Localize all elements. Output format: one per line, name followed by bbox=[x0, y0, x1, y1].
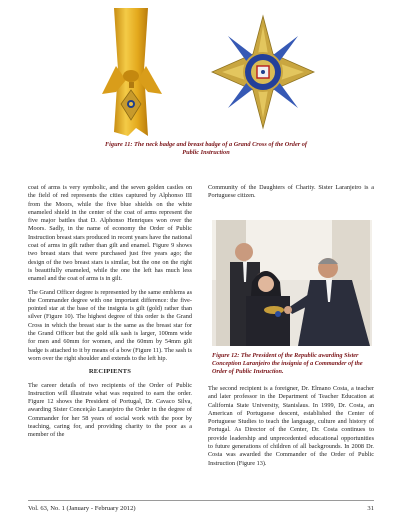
recipients-heading: RECIPIENTS bbox=[88, 368, 132, 376]
page-number: 31 bbox=[367, 505, 374, 512]
issue-info: Vol. 63, No. 1 (January - February 2012) bbox=[28, 505, 136, 512]
left-paragraph-3: The career details of two recipients of the Order of Public Instruction will illustrate what was required to earn the order. Figure 12 shows the President of Portugal, Dr. Cavaco Silva, awarding Sister Conceição Laranjeiro the Order in the degree of Commander for her 58 years of social work with the poor by teaching, caring for, and providing charity to the poor as a member of the bbox=[28, 381, 192, 439]
figure-11-caption: Figure 11: The neck badge and breast badge of a Grand Cross of the Order of Public Instruction bbox=[104, 141, 308, 156]
left-column bbox=[28, 184, 192, 445]
award-ceremony-photo bbox=[212, 220, 372, 346]
footer-divider bbox=[28, 500, 374, 501]
figure-12-caption: Figure 12: The President of the Republic awarding Sister Conception Laranjeiro the insignia of a Commander of the Order of Public Instruction. bbox=[212, 352, 363, 375]
right-paragraph-1: Community of the Daughters of Charity. Sister Laranjeiro is a Portuguese citizen. bbox=[208, 184, 374, 200]
right-paragraph-2: The second recipient is a foreigner, Dr. Elmano Costa, a teacher and later professor in the Department of Teacher Education at California State University, Stanislaus. In 1999, Dr. Costa, an American of Portuguese descent, established the Center of Portuguese Studies to teach the language, culture and history of Portugal. As Director of the Center, Dr. Costa continues to provide leadership and unprecedented educational opportunities to future generations of children of all backgrounds. In 2008 Dr. Costa was awarded the Commander of the Order of Public Instruction (Figure 13). bbox=[208, 385, 374, 467]
right-column-bottom bbox=[208, 385, 374, 473]
grand-cross-breast-star-image bbox=[210, 14, 316, 130]
grand-cross-sash-image bbox=[96, 8, 194, 136]
right-column-top bbox=[208, 184, 374, 206]
left-paragraph-1: coat of arms is very symbolic, and the seven golden castles on the field of red represents the cities captured by Alphonso III from the Moors, while the five blue shields on the white enameled shield in the center of the coat of arms represent the five major battles that D. Alphonso Henriques won over the Moors. Sadly, in the name of economy the Order of Public Instruction breast stars produced in recent years have the national coat of arms in gilt rather than gilt and enamel. Figure 9 shows two breast stars that were purchased just five years ago; the design of the two breast stars is similar, but the one on the right is beautifully enameled, while the one the left has much less enamel and the coat of arms is in gilt. bbox=[28, 184, 192, 283]
left-paragraph-2: The Grand Officer degree is represented by the same emblems as the Commander degree with one important difference: the five-pointed star at the base of the insignia is gilt (gold) rather than silver (Figure 10). The highest degree of this order is the Grand Cross in which the breast star is the same as the breast star for the Grand Officer but the gold silk sash is larger, 100mm wide for men and 60mm for women, and the 60mm by 54mm gilt badge is attached to it by means of a bow (Figure 11). The sash is worn over the right shoulder and extends to the left hip. bbox=[28, 288, 192, 362]
